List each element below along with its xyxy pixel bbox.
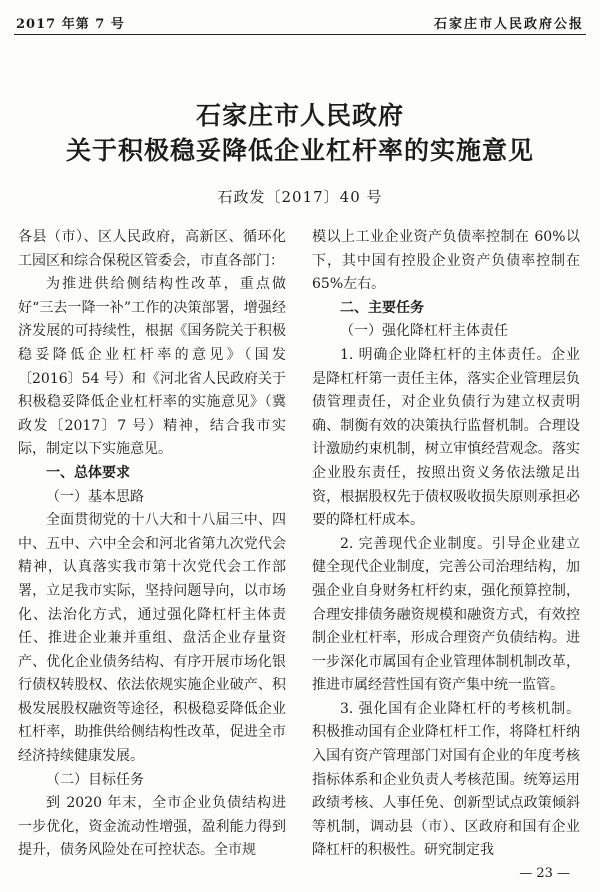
intro-paragraph: 为推进供给侧结构性改革，重点做好“三去一降一补”工作的决策部署，增强经济发展的可持续性，根据《国务院关于积极稳妥降低企业杠杆率的意见》（国发〔2016〕54 号）和《河北省人民政府关于积极稳妥降低企业杠杆率的实施意见》（冀政发〔2017〕7 号）精神，结合我市实际，制定以下实施意见。 <box>18 276 286 458</box>
title-line-1: 石家庄市人民政府 <box>195 101 404 130</box>
subsection-heading: （一）强化降杠杆主体责任 <box>340 323 508 340</box>
subsection-heading: （二）目标任务 <box>46 771 144 788</box>
issue-label: 2017 年第 7 号 <box>16 17 125 32</box>
salutation: 各县（市）、区人民政府，高新区、循环化工园区和综合保税区管委会，市直各部门： <box>18 229 286 269</box>
body-paragraph: 到 2020 年末，全市企业负债结构进一步优化，资金流动性增强，盈利能力得到提升，债务风险处在可控状态。全市规 <box>18 795 286 859</box>
page-header <box>0 0 600 40</box>
document-number: 石政发〔2017〕40 号 <box>217 188 383 206</box>
body-paragraph-continued: 模以上工业企业资产负债率控制在 60%以下，其中国有控股企业资产负债率控制在 65%左右。 <box>312 229 580 293</box>
page-number: — 23 — <box>519 866 570 881</box>
header-rule <box>14 34 586 35</box>
subsection-heading: （一）基本思路 <box>46 488 144 505</box>
left-column <box>18 226 286 863</box>
right-column <box>312 226 580 863</box>
body-paragraph: 全面贯彻党的十八大和十八届三中、四中、五中、六中全会和河北省第九次党代会精神，认真落实我市第十次党代会工作部署，立足我市实际，坚持问题导向，以市场化、法治化方式，通过强化降杠杆主体责任、推进企业兼并重组、盘活企业存量资产、优化企业债务结构、有序开展市场化银行债权转股权、依法依规实施企业破产、积极发展股权融资等途径，积极稳妥降低企业杠杆率，助推供给侧结构性改革，促进全市经济持续健康发展。 <box>18 512 286 765</box>
body-paragraph: 1. 明确企业降杠杆的主体责任。企业是降杠杆第一责任主体，落实企业管理层负债管理责任，对企业负债行为建立权责明确、制衡有效的决策执行监督机制。合理设计激励约束机制，树立审慎经营观念。落实企业股东责任，按照出资义务依法缴足出资，根据股权先于债权吸收损失原则承担必要的降杠杆成本。 <box>312 346 580 529</box>
body-paragraph: 3. 强化国有企业降杠杆的考核机制。积极推动国有企业降杠杆工作，将降杠杆纳入国有资产管理部门对国有企业的年度考核指标体系和企业负责人考核范围。统筹运用政绩考核、人事任免、创新型试点政策倾斜等机制，调动县（市）、区政府和国有企业降杠杆的积极性。研究制定我 <box>312 700 580 859</box>
body-paragraph: 2. 完善现代企业制度。引导企业建立健全现代企业制度，完善公司治理结构，加强企业自身财务杠杆约束，强化预算控制，合理安排债务融资规模和融资方式，有效控制企业杠杆率，形成合理资产负债结构。进一步深化市属国有企业管理体制机制改革，推进市属经营性国有资产集中统一监管。 <box>312 535 580 694</box>
publication-name: 石家庄市人民政府公报 <box>433 17 584 32</box>
title-line-2: 关于积极稳妥降低企业杠杆率的实施意见 <box>65 136 534 165</box>
section-heading: 二、主要任务 <box>340 299 424 316</box>
page-footer <box>0 866 600 890</box>
section-heading: 一、总体要求 <box>46 464 130 481</box>
